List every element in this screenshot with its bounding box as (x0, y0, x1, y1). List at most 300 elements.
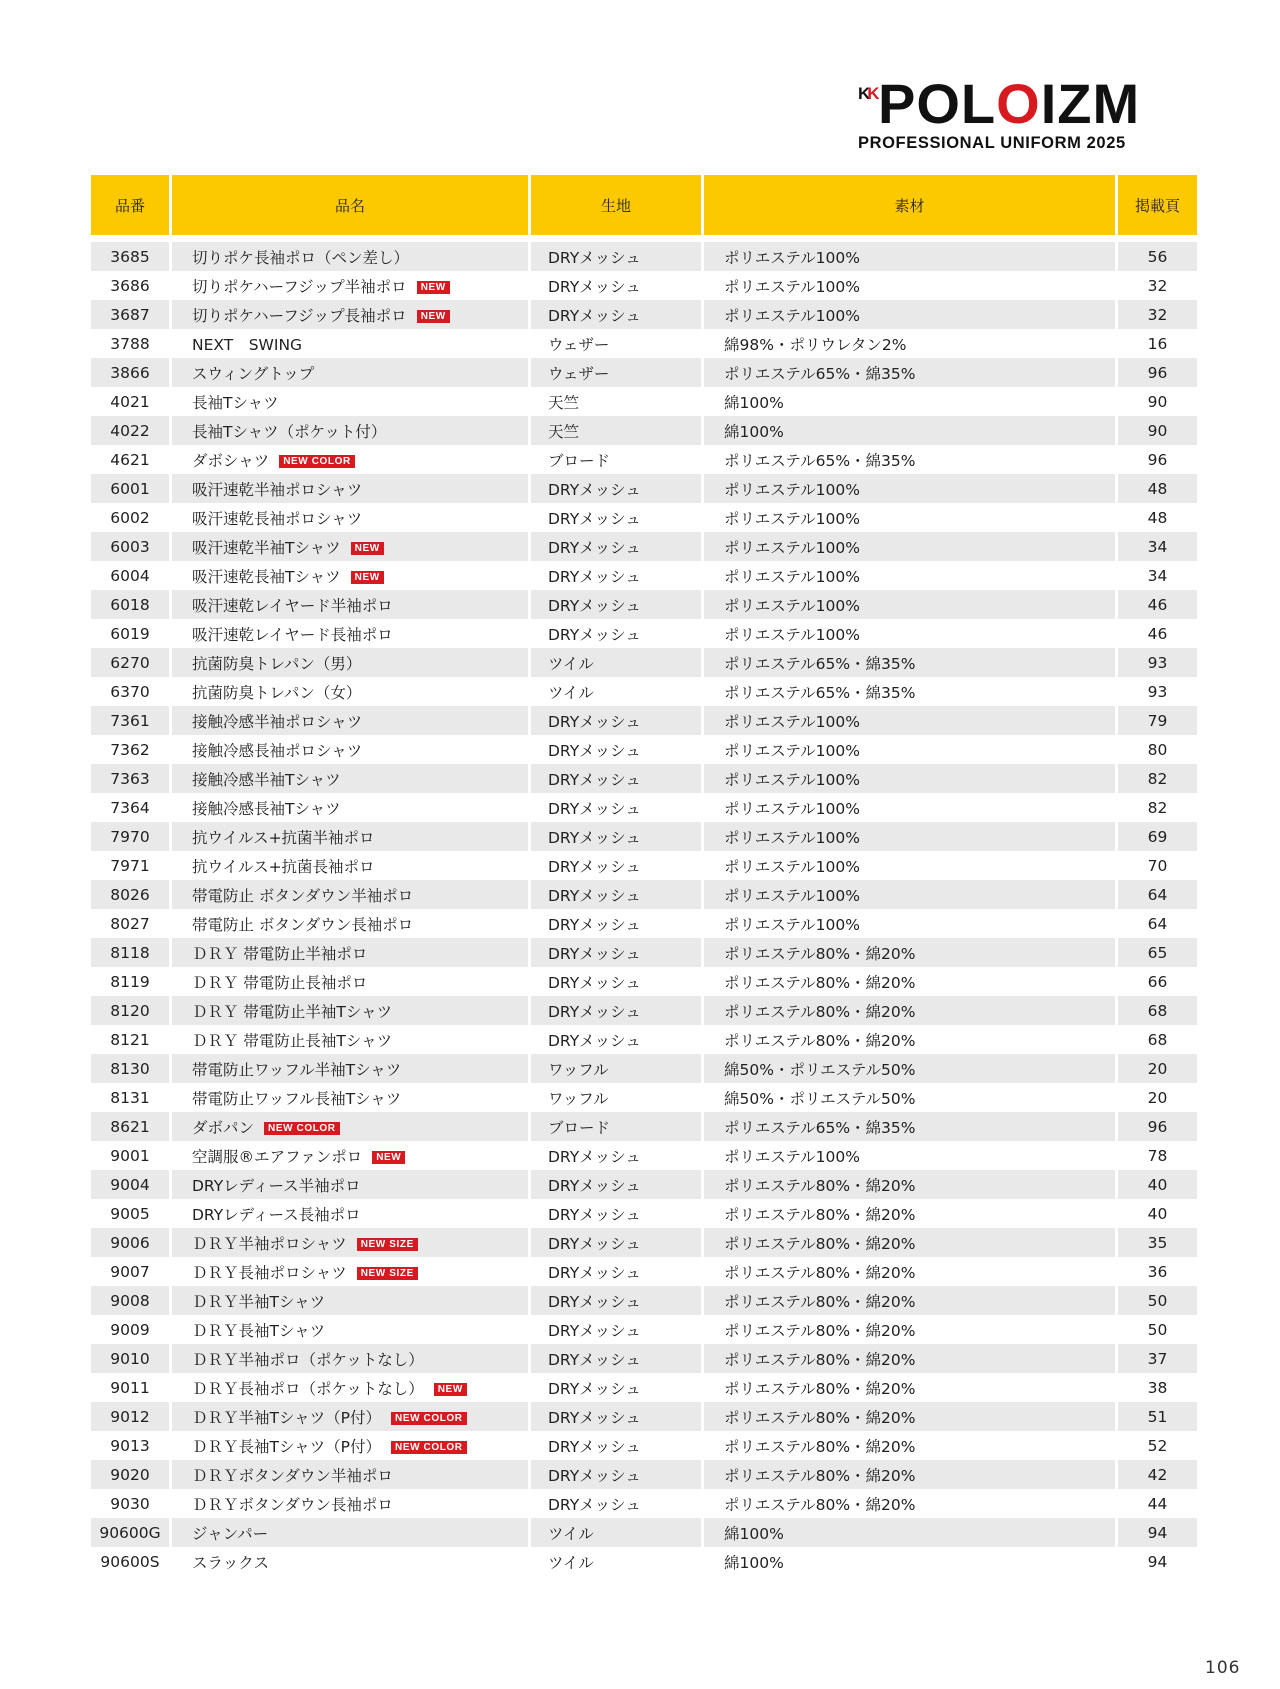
cell-code (91, 1315, 172, 1344)
cell-material-text: ポリエステル65%・綿35% (724, 654, 916, 673)
cell-page (1118, 996, 1197, 1025)
cell-name-text: 帯電防止ワッフル半袖Tシャツ (192, 1060, 402, 1079)
new-badge: NEW (351, 542, 384, 555)
cell-material (704, 996, 1118, 1025)
cell-fabric (531, 648, 704, 677)
cell-name-text: ＤＲＹ 帯電防止半袖Tシャツ (192, 1002, 393, 1021)
cell-material-text: 綿50%・ポリエステル50% (724, 1089, 916, 1108)
cell-fabric-text: DRYメッシュ (548, 1495, 641, 1514)
cell-fabric (531, 1344, 704, 1373)
cell-name-text: スラックス (192, 1553, 270, 1572)
cell-material (704, 532, 1118, 561)
cell-fabric (531, 1402, 704, 1431)
cell-name (172, 1431, 531, 1460)
cell-material-text: ポリエステル80%・綿20% (724, 1379, 916, 1398)
cell-fabric-text: 天竺 (548, 422, 580, 441)
cell-code-text: 7364 (110, 798, 150, 817)
cell-code (91, 822, 172, 851)
cell-code-text: 4621 (110, 450, 150, 469)
cell-code (91, 880, 172, 909)
cell-material-text: 綿100% (724, 422, 784, 441)
cell-page-text: 20 (1147, 1059, 1168, 1078)
cell-material (704, 1170, 1118, 1199)
table-row (91, 329, 1197, 358)
cell-material (704, 445, 1118, 474)
cell-code (91, 735, 172, 764)
cell-material-text: ポリエステル100% (724, 799, 860, 818)
cell-page (1118, 1170, 1197, 1199)
cell-material (704, 1199, 1118, 1228)
cell-name (172, 1344, 531, 1373)
product-table (91, 175, 1197, 1576)
cell-material (704, 1112, 1118, 1141)
cell-code-text: 8120 (110, 1001, 150, 1020)
cell-page (1118, 1547, 1197, 1576)
cell-material-text: ポリエステル80%・綿20% (724, 1321, 916, 1340)
cell-page (1118, 1344, 1197, 1373)
cell-code (91, 1402, 172, 1431)
cell-code (91, 503, 172, 532)
new-badge: NEW COLOR (391, 1441, 467, 1454)
cell-name (172, 1112, 531, 1141)
cell-code (91, 329, 172, 358)
cell-code (91, 445, 172, 474)
cell-code (91, 677, 172, 706)
cell-code (91, 1228, 172, 1257)
cell-name (172, 735, 531, 764)
cell-fabric-text: DRYメッシュ (548, 1031, 641, 1050)
cell-name-text: ＤＲＹ半袖Tシャツ（P付） (192, 1408, 382, 1427)
cell-name-text: 長袖Tシャツ (192, 393, 279, 412)
cell-code-text: 3866 (110, 363, 150, 382)
cell-page (1118, 967, 1197, 996)
cell-page-text: 90 (1147, 392, 1168, 411)
cell-page (1118, 677, 1197, 706)
cell-page (1118, 822, 1197, 851)
cell-page (1118, 938, 1197, 967)
cell-code-text: 9008 (110, 1291, 150, 1310)
cell-page (1118, 706, 1197, 735)
table-row (91, 1199, 1197, 1228)
cell-fabric (531, 445, 704, 474)
cell-page (1118, 1257, 1197, 1286)
table-row (91, 1083, 1197, 1112)
cell-fabric-text: ウェザー (548, 335, 610, 354)
cell-code (91, 561, 172, 590)
cell-code (91, 1257, 172, 1286)
cell-page-text: 40 (1147, 1204, 1168, 1223)
cell-material (704, 1402, 1118, 1431)
cell-code-text: 8118 (110, 943, 150, 962)
cell-fabric-text: DRYメッシュ (548, 770, 641, 789)
cell-code-text: 7361 (110, 711, 150, 730)
cell-fabric-text: DRYメッシュ (548, 1379, 641, 1398)
cell-page (1118, 416, 1197, 445)
cell-material (704, 329, 1118, 358)
cell-code (91, 416, 172, 445)
cell-code (91, 300, 172, 329)
cell-material-text: ポリエステル100% (724, 915, 860, 934)
cell-page-text: 82 (1147, 769, 1168, 788)
cell-material (704, 822, 1118, 851)
cell-code-text: 9007 (110, 1262, 150, 1281)
cell-fabric-text: DRYメッシュ (548, 1147, 641, 1166)
cell-name (172, 793, 531, 822)
cell-material (704, 619, 1118, 648)
cell-name-text: 切りポケ長袖ポロ（ペン差し） (192, 248, 410, 267)
table-row (91, 416, 1197, 445)
cell-fabric-text: ウェザー (548, 364, 610, 383)
cell-page (1118, 909, 1197, 938)
cell-material-text: ポリエステル100% (724, 480, 860, 499)
cell-code (91, 1025, 172, 1054)
cell-material-text: ポリエステル100% (724, 1147, 860, 1166)
cell-fabric-text: DRYメッシュ (548, 1408, 641, 1427)
cell-page-text: 50 (1147, 1320, 1168, 1339)
cell-page-text: 38 (1147, 1378, 1168, 1397)
cell-material (704, 590, 1118, 619)
cell-material (704, 1286, 1118, 1315)
cell-page (1118, 1112, 1197, 1141)
cell-code (91, 1170, 172, 1199)
cell-fabric-text: DRYメッシュ (548, 625, 641, 644)
cell-name-text: 帯電防止ワッフル長袖Tシャツ (192, 1089, 402, 1108)
cell-code (91, 1489, 172, 1518)
cell-fabric (531, 416, 704, 445)
cell-page-text: 20 (1147, 1088, 1168, 1107)
cell-page-text: 48 (1147, 508, 1168, 527)
cell-name-text: ジャンパー (192, 1524, 269, 1543)
cell-code (91, 793, 172, 822)
table-row (91, 648, 1197, 677)
cell-page-text: 70 (1147, 856, 1168, 875)
cell-material (704, 242, 1118, 271)
cell-code-text: 8119 (110, 972, 150, 991)
cell-material-text: ポリエステル100% (724, 828, 860, 847)
cell-name (172, 996, 531, 1025)
new-badge: NEW COLOR (391, 1412, 467, 1425)
cell-code-text: 6270 (110, 653, 150, 672)
cell-page (1118, 648, 1197, 677)
cell-material (704, 851, 1118, 880)
cell-fabric (531, 793, 704, 822)
cell-page-text: 66 (1147, 972, 1168, 991)
cell-name-text: 吸汗速乾半袖Tシャツ (192, 538, 341, 557)
cell-code (91, 1431, 172, 1460)
cell-page-text: 44 (1147, 1494, 1168, 1513)
cell-material (704, 793, 1118, 822)
cell-name (172, 561, 531, 590)
cell-fabric (531, 1199, 704, 1228)
cell-material-text: 綿98%・ポリウレタン2% (724, 335, 907, 354)
cell-fabric (531, 764, 704, 793)
cell-code-text: 6001 (110, 479, 150, 498)
cell-code-text: 6003 (110, 537, 150, 556)
logo-mark-right: K (867, 84, 877, 103)
cell-name-text: DRYレディース長袖ポロ (192, 1205, 361, 1224)
cell-fabric (531, 1112, 704, 1141)
cell-fabric-text: DRYメッシュ (548, 596, 641, 615)
cell-name (172, 1170, 531, 1199)
cell-code-text: 8027 (110, 914, 150, 933)
cell-name-text: 吸汗速乾長袖ポロシャツ (192, 509, 363, 528)
cell-page-text: 56 (1147, 247, 1168, 266)
cell-name-text: 吸汗速乾レイヤード長袖ポロ (192, 625, 393, 644)
cell-code-text: 9020 (110, 1465, 150, 1484)
table-row (91, 1257, 1197, 1286)
cell-name (172, 1489, 531, 1518)
cell-material-text: 綿100% (724, 393, 784, 412)
cell-code (91, 706, 172, 735)
cell-code-text: 7970 (110, 827, 150, 846)
cell-name-text: 接触冷感半袖ポロシャツ (192, 712, 363, 731)
cell-page (1118, 1083, 1197, 1112)
brand-name (878, 72, 1140, 136)
cell-material-text: ポリエステル80%・綿20% (724, 1292, 916, 1311)
table-row (91, 1373, 1197, 1402)
cell-code (91, 1518, 172, 1547)
cell-code (91, 909, 172, 938)
cell-page-text: 34 (1147, 537, 1168, 556)
table-row (91, 938, 1197, 967)
cell-code (91, 851, 172, 880)
cell-page-text: 96 (1147, 363, 1168, 382)
cell-name-text: 抗ウイルス+抗菌半袖ポロ (192, 828, 375, 847)
cell-name-text: ＤＲＹ 帯電防止長袖ポロ (192, 973, 368, 992)
cell-fabric-text: DRYメッシュ (548, 1466, 641, 1485)
cell-code-text: 4021 (110, 392, 150, 411)
table-row (91, 880, 1197, 909)
cell-name-text: 抗ウイルス+抗菌長袖ポロ (192, 857, 375, 876)
table-row (91, 1286, 1197, 1315)
cell-page (1118, 851, 1197, 880)
cell-fabric (531, 1518, 704, 1547)
cell-material-text: ポリエステル100% (724, 857, 860, 876)
cell-fabric (531, 1257, 704, 1286)
table-row (91, 503, 1197, 532)
cell-name (172, 1228, 531, 1257)
cell-name-text: 空調服®エアファンポロ (192, 1147, 363, 1166)
cell-fabric (531, 387, 704, 416)
cell-name-text: 切りポケハーフジップ長袖ポロ (192, 306, 407, 325)
cell-name-text: 吸汗速乾半袖ポロシャツ (192, 480, 363, 499)
table-row (91, 590, 1197, 619)
cell-name (172, 242, 531, 271)
cell-code-text: 9009 (110, 1320, 150, 1339)
cell-fabric-text: DRYメッシュ (548, 799, 641, 818)
cell-name-text: ＤＲＹ長袖ポロシャツ (192, 1263, 347, 1282)
cell-code-text: 6019 (110, 624, 150, 643)
cell-material-text: ポリエステル100% (724, 538, 860, 557)
new-badge: NEW (417, 310, 450, 323)
new-badge: NEW (372, 1151, 405, 1164)
cell-fabric-text: ツイル (548, 1524, 594, 1543)
cell-page (1118, 1489, 1197, 1518)
cell-code (91, 1286, 172, 1315)
cell-fabric-text: DRYメッシュ (548, 306, 641, 325)
table-row (91, 619, 1197, 648)
cell-material (704, 1257, 1118, 1286)
cell-name (172, 648, 531, 677)
cell-material-text: ポリエステル80%・綿20% (724, 1176, 916, 1195)
table-row (91, 1518, 1197, 1547)
cell-material (704, 1141, 1118, 1170)
cell-material (704, 1315, 1118, 1344)
table-row (91, 706, 1197, 735)
cell-fabric-text: DRYメッシュ (548, 1002, 641, 1021)
cell-name (172, 271, 531, 300)
cell-name (172, 1460, 531, 1489)
cell-page (1118, 764, 1197, 793)
cell-code (91, 996, 172, 1025)
table-row (91, 677, 1197, 706)
cell-name (172, 1141, 531, 1170)
cell-name-text: 接触冷感長袖ポロシャツ (192, 741, 363, 760)
cell-name (172, 416, 531, 445)
cell-page (1118, 1054, 1197, 1083)
cell-material (704, 909, 1118, 938)
cell-page (1118, 1025, 1197, 1054)
cell-material (704, 938, 1118, 967)
cell-code-text: 9030 (110, 1494, 150, 1513)
new-badge: NEW SIZE (357, 1238, 418, 1251)
cell-fabric-text: ツイル (548, 1553, 594, 1572)
cell-material (704, 416, 1118, 445)
cell-name (172, 300, 531, 329)
table-row (91, 242, 1197, 271)
cell-fabric (531, 358, 704, 387)
cell-code-text: 6002 (110, 508, 150, 527)
cell-material-text: 綿100% (724, 1553, 784, 1572)
cell-code (91, 1112, 172, 1141)
table-row (91, 1489, 1197, 1518)
cell-fabric (531, 909, 704, 938)
cell-page (1118, 590, 1197, 619)
cell-fabric-text: DRYメッシュ (548, 1321, 641, 1340)
cell-name (172, 1257, 531, 1286)
table-row (91, 909, 1197, 938)
cell-page-text: 78 (1147, 1146, 1168, 1165)
cell-fabric (531, 1547, 704, 1576)
cell-material-text: ポリエステル80%・綿20% (724, 973, 916, 992)
cell-material (704, 1489, 1118, 1518)
cell-fabric (531, 967, 704, 996)
cell-page (1118, 300, 1197, 329)
cell-name-text: ＤＲＹ長袖ポロ（ポケットなし） (192, 1379, 424, 1398)
cell-material (704, 358, 1118, 387)
cell-code-text: 90600S (100, 1552, 160, 1571)
cell-name-text: ＤＲＹ 帯電防止長袖Tシャツ (192, 1031, 393, 1050)
cell-fabric-text: DRYメッシュ (548, 480, 641, 499)
cell-code (91, 474, 172, 503)
cell-name (172, 1025, 531, 1054)
cell-fabric (531, 822, 704, 851)
table-row (91, 1547, 1197, 1576)
cell-material-text: 綿100% (724, 1524, 784, 1543)
cell-fabric (531, 271, 704, 300)
cell-page (1118, 1286, 1197, 1315)
cell-material-text: ポリエステル100% (724, 567, 860, 586)
kk-logo-mark (858, 84, 877, 104)
cell-name (172, 851, 531, 880)
cell-page (1118, 793, 1197, 822)
header-code: 品番 (91, 175, 172, 235)
cell-fabric-text: DRYメッシュ (548, 567, 641, 586)
table-row (91, 387, 1197, 416)
cell-code-text: 3788 (110, 334, 150, 353)
cell-name-text: 長袖Tシャツ（ポケット付） (192, 422, 387, 441)
cell-page (1118, 880, 1197, 909)
cell-name (172, 590, 531, 619)
cell-material-text: ポリエステル65%・綿35% (724, 1118, 916, 1137)
cell-name (172, 1373, 531, 1402)
cell-name-text: 抗菌防臭トレパン（女） (192, 683, 362, 702)
cell-material-text: ポリエステル100% (724, 625, 860, 644)
cell-name-text: 吸汗速乾長袖Tシャツ (192, 567, 341, 586)
cell-material-text: ポリエステル100% (724, 509, 860, 528)
cell-code (91, 271, 172, 300)
cell-code-text: 9011 (110, 1378, 150, 1397)
cell-code (91, 1547, 172, 1576)
cell-page (1118, 1141, 1197, 1170)
cell-material-text: ポリエステル100% (724, 306, 860, 325)
cell-fabric-text: DRYメッシュ (548, 509, 641, 528)
header-page: 掲載頁 (1118, 175, 1197, 235)
cell-page (1118, 1199, 1197, 1228)
cell-name (172, 706, 531, 735)
cell-name (172, 532, 531, 561)
cell-name (172, 909, 531, 938)
cell-fabric-text: DRYメッシュ (548, 741, 641, 760)
cell-code (91, 358, 172, 387)
cell-fabric (531, 1228, 704, 1257)
cell-material-text: ポリエステル80%・綿20% (724, 1350, 916, 1369)
cell-fabric-text: ブロード (548, 451, 611, 470)
cell-code-text: 9001 (110, 1146, 150, 1165)
cell-page-text: 68 (1147, 1030, 1168, 1049)
table-row (91, 1170, 1197, 1199)
cell-page-text: 34 (1147, 566, 1168, 585)
cell-fabric-text: DRYメッシュ (548, 1176, 641, 1195)
cell-code (91, 764, 172, 793)
cell-code-text: 7971 (110, 856, 150, 875)
cell-fabric-text: DRYメッシュ (548, 248, 641, 267)
cell-page-text: 68 (1147, 1001, 1168, 1020)
cell-code-text: 8121 (110, 1030, 150, 1049)
cell-name-text: 抗菌防臭トレパン（男） (192, 654, 362, 673)
cell-code (91, 1373, 172, 1402)
table-row (91, 1402, 1197, 1431)
cell-name (172, 474, 531, 503)
cell-code (91, 387, 172, 416)
cell-material (704, 677, 1118, 706)
cell-name-text: ＤＲＹ長袖Tシャツ（P付） (192, 1437, 382, 1456)
table-row (91, 822, 1197, 851)
cell-material (704, 706, 1118, 735)
cell-material (704, 271, 1118, 300)
cell-page-text: 82 (1147, 798, 1168, 817)
cell-fabric-text: ワッフル (548, 1089, 609, 1108)
cell-material-text: ポリエステル100% (724, 712, 860, 731)
cell-material (704, 387, 1118, 416)
cell-page-text: 46 (1147, 624, 1168, 643)
cell-code-text: 9005 (110, 1204, 150, 1223)
cell-material-text: ポリエステル100% (724, 596, 860, 615)
cell-page-text: 52 (1147, 1436, 1168, 1455)
cell-page-text: 36 (1147, 1262, 1168, 1281)
cell-code (91, 1141, 172, 1170)
cell-fabric-text: ツイル (548, 683, 594, 702)
